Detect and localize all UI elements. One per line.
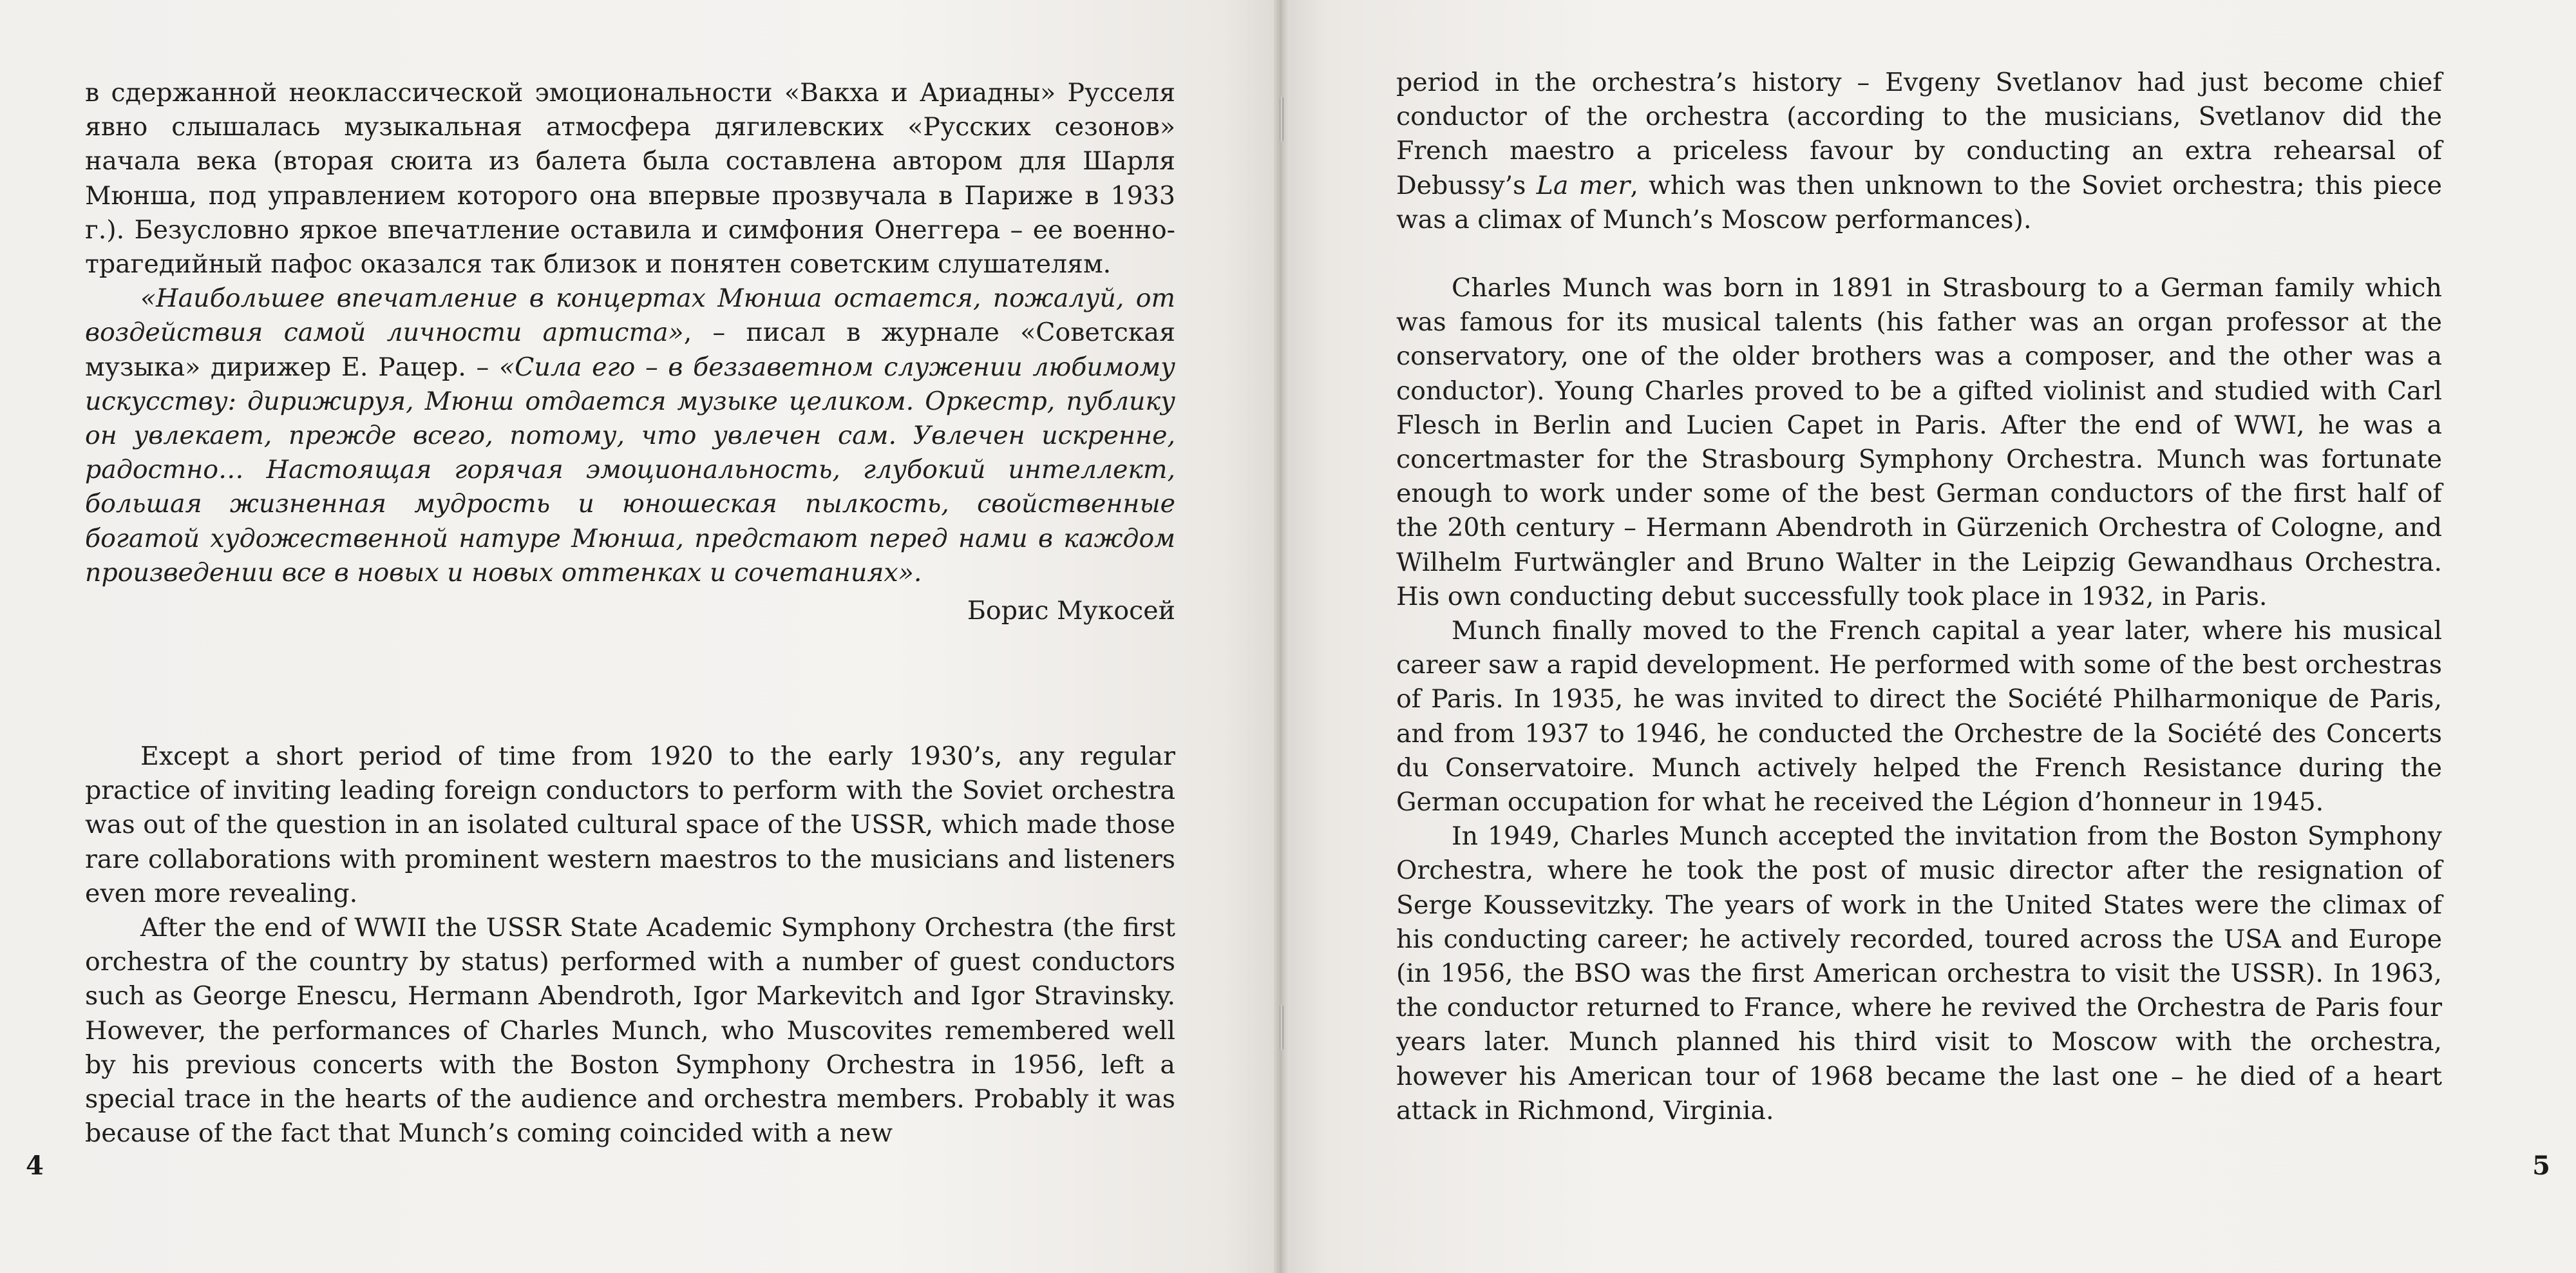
continuation-text-1: period in the orchestra’s history – Evgeny Svetlanov had just become chief conductor of the orchestra (according to the musicians, Svetlanov did the French maestro a priceless favour by conducting an extra rehearsal of Debussy’s	[1396, 68, 2442, 200]
author-signature: Борис Мукосей	[967, 596, 1175, 626]
english-paragraph: Except a short period of time from 1920 to the early 1930’s, any regular practice of inviting leading foreign conductors to perform with the Soviet orchestra was out of the question in an isolated cultural space of the USSR, which made those rare collaborations with prominent western maestros to the musicians and listeners even more revealing.	[85, 742, 1175, 908]
quote-part-1: «Наибольшее впечатление в концертах Мюнша остается, пожалуй, от воздействия самой личности артиста»	[85, 283, 1175, 348]
page-number-left: 4	[26, 1151, 44, 1181]
russian-section	[85, 76, 1175, 628]
right-page	[1289, 0, 2576, 1273]
english-section-left	[85, 740, 1175, 1151]
continuation-text-2: , which was then unknown to the Soviet orchestra; this piece was a climax of Munch’s Moscow performances).	[1396, 170, 2442, 235]
english-paragraph: Munch finally moved to the French capital a year later, where his musical career saw a rapid development. He performed with some of the best orchestras of Paris. In 1935, he was invited to direct the Société Philharmonique de Paris, and from 1937 to 1946, he conducted the Orchestre de la Société des Concerts du Conservatoire. Munch actively helped the French Resistance during the German occupation for what he received the Légion d’honneur in 1945.	[1396, 616, 2442, 818]
english-paragraph: Charles Munch was born in 1891 in Strasbourg to a German family which was famous for its musical talents (his father was an organ professor at the conservatory, one of the older brothers was a composer, and the other was a conductor). Young Charles proved to be a gifted violinist and studied with Carl Flesch in Berlin and Lucien Capet in Paris. After the end of WWI, he was a concertmaster for the Strasbourg Symphony Orchestra. Munch was fortunate enough to work under some of the best German conductors of the first half of the 20th century – Hermann Abendroth in Gürzenich Orchestra of Cologne, and Wilhelm Furtwängler and Bruno Walter in the Leipzig Gewandhaus Orchestra. His own conducting debut successfully took place in 1932, in Paris.	[1396, 273, 2442, 611]
page-number-right: 5	[2532, 1151, 2550, 1181]
binding-staple	[1280, 1005, 1283, 1050]
binding-staple	[1280, 97, 1283, 142]
russian-intro-paragraph: в сдержанной неоклассической эмоциональности «Вакха и Ариадны» Русселя явно слышалась музыкальная атмосфера дягилевских «Русских сезонов» начала века (вторая сюита из балета была составлена автором для Шарля Мюнша, под управлением которого она впервые прозвучала в Париже в 1933 г.). Безусловно яркое впечатление оставила и симфония Онеггера – ее военно-трагедийный пафос оказался так близок и понятен советским слушателям.	[85, 78, 1175, 280]
quote-attribution: , – писал в журнале «Советская музыка» дирижер Е. Рацер. –	[85, 318, 1175, 382]
russian-quote-paragraph	[85, 282, 1175, 590]
english-section-right	[1396, 66, 2442, 1128]
book-gutter	[1274, 0, 1289, 1273]
left-page	[0, 0, 1274, 1273]
english-paragraph: After the end of WWII the USSR State Academic Symphony Orchestra (the first orchestra of the country by status) performed with a number of guest conductors such as George Enescu, Hermann Abendroth, Igor Markevitch and Igor Stravinsky. However, the performances of Charles Munch, who Muscovites remembered well by his previous concerts with the Boston Symphony Orchestra in 1956, left a special trace in the hearts of the audience and orchestra members. Probably it was because of the fact that Munch’s coming coincided with a new	[85, 913, 1175, 1149]
continuation-paragraph	[1396, 66, 2442, 237]
quote-part-2: «Сила его – в беззаветном служении любимому искусству: дирижируя, Мюнш отдается музыке целиком. Оркестр, публику он увлекает, прежде всего, потому, что увлечен сам. Увлечен искренне, радостно… Настоящая горячая эмоциональность, глубокий интеллект, большая жизненная мудрость и юношеская пылкость, свойственные богатой художественной натуре Мюнша, предстают перед нами в каждом произведении все в новых и новых оттенках и сочетаниях».	[85, 352, 1175, 588]
paragraph-spacer	[1396, 237, 2442, 271]
work-title-la-mer: La mer	[1536, 170, 1631, 200]
english-paragraph: In 1949, Charles Munch accepted the invitation from the Boston Symphony Orchestra, where he took the post of music director after the resignation of Serge Koussevitzky. The years of work in the United States were the climax of his conducting career; he actively recorded, toured across the USA and Europe (in 1956, the BSO was the first American orchestra to visit the USSR). In 1963, the conductor returned to France, where he revived the Orchestra de Paris four years later. Munch planned his third visit to Moscow with the orchestra, however his American tour of 1968 became the last one – he died of a heart attack in Richmond, Virginia.	[1396, 821, 2442, 1125]
